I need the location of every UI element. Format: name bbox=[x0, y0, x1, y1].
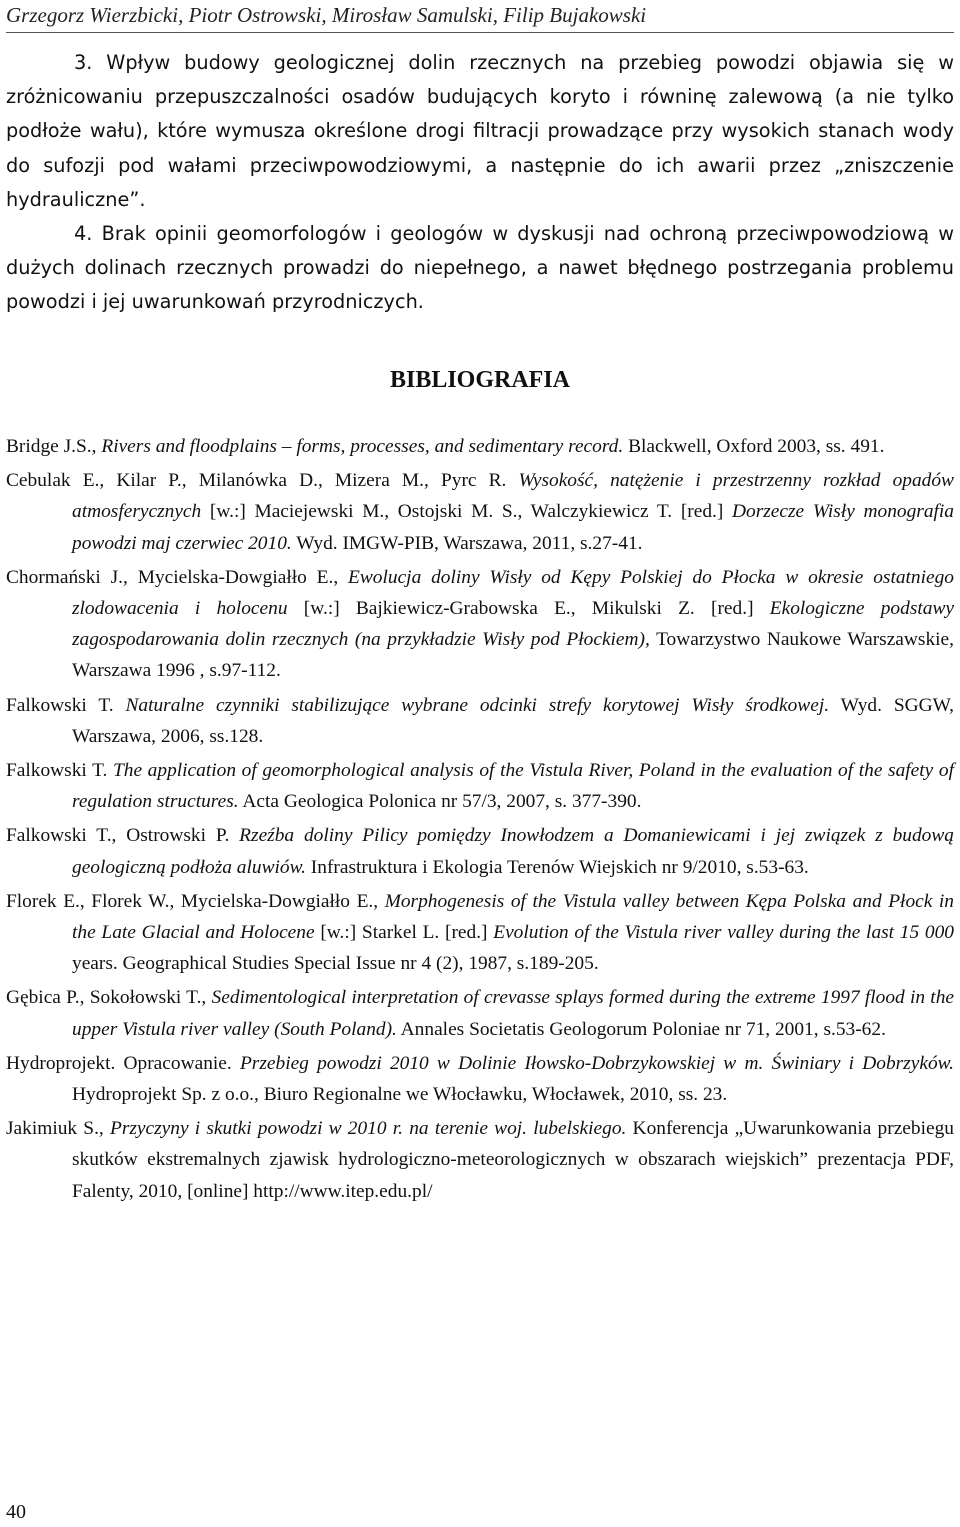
bibliography-heading: BIBLIOGRAFIA bbox=[389, 367, 571, 393]
header-rule bbox=[6, 32, 954, 33]
reference-item: Falkowski T., Ostrowski P. Rzeźba doliny Pilicy pomiędzy Inowłodzem a Domaniewicami i jej związek z budową geologiczną podłoża aluwiów. Infrastruktura i Ekologia Terenów Wiejskich nr 9/2010, s.53-63. bbox=[6, 825, 954, 878]
conclusion-paragraph-3: 3. Wpływ budowy geologicznej dolin rzecznych na przebieg powodzi objawia się w zróżnicowaniu przepuszczalności osadów budujących koryto i równinę zalewową (a nie tylko podłoże wału), które wymusza określone drogi filtracji prowadzące przy wysokich stanach wody do sufozji pod wałami przeciwpowodziowymi, a następnie do ich awarii przez „zniszczenie hydrauliczne”. bbox=[6, 51, 954, 211]
reference-item: Falkowski T. The application of geomorphological analysis of the Vistula River, Poland in the evaluation of the safety of regulation structures. Acta Geologica Polonica nr 57/3, 2007, s. 377-390. bbox=[6, 760, 954, 813]
reference-item: Bridge J.S., Rivers and floodplains – forms, processes, and sedimentary record. Blackwell, Oxford 2003, ss. 491. bbox=[6, 436, 885, 457]
reference-item: Chormański J., Mycielska-Dowgiałło E., Ewolucja doliny Wisły od Kępy Polskiej do Płocka w okresie ostatniego zlodowacenia i holocenu [w.:] Bajkiewicz-Grabowska E., Mikulski Z. [red.] Ekologiczne podstawy zagospodarowania dolin rzecznych (na przykładzie Wisły pod Płockiem), Towarzystwo Naukowe Warszawskie, Warszawa 1996 , s.97-112. bbox=[6, 566, 954, 682]
conclusion-paragraph-4: 4. Brak opinii geomorfologów i geologów w dyskusji nad ochroną przeciwpowodziową w dużych dolinach rzecznych prowadzi do niepełnego, a nawet błędnego postrzegania problemu powodzi i jej uwarunkowań przyrodniczych. bbox=[6, 222, 954, 314]
reference-item: Florek E., Florek W., Mycielska-Dowgiałło E., Morphogenesis of the Vistula valley between Kępa Polska and Płock in the Late Glacial and Holocene [w.:] Starkel L. [red.] Evolution of the Vistula river valley during the last 15 000 years. Geographical Studies Special Issue nr 4 (2), 1987, s.189-205. bbox=[6, 890, 955, 975]
reference-item: Jakimiuk S., Przyczyny i skutki powodzi w 2010 r. na terenie woj. lubelskiego. Konferencja „Uwarunkowania przebiegu skutków ekstremalnych zjawisk hydrologiczno-meteorologicznych w obszarach wiejskich” prezentacja PDF, Falenty, 2010, [online] http://www.itep.edu.pl/ bbox=[6, 1118, 954, 1202]
running-header-authors: Grzegorz Wierzbicki, Piotr Ostrowski, Mirosław Samulski, Filip Bujakowski bbox=[6, 3, 647, 27]
page-number: 40 bbox=[6, 1501, 26, 1523]
reference-item: Hydroprojekt. Opracowanie. Przebieg powodzi 2010 w Dolinie Iłowsko-Dobrzykowskiej w m. Świniary i Dobrzyków. Hydroprojekt Sp. z o.o., Biuro Regionalne we Włocławku, Włocławek, 2010, ss. 23. bbox=[6, 1052, 954, 1106]
reference-item: Gębica P., Sokołowski T., Sedimentological interpretation of crevasse splays formed during the extreme 1997 flood in the upper Vistula river valley (South Poland). Annales Societatis Geologorum Poloniae nr 71, 2001, s.53-62. bbox=[6, 987, 954, 1040]
reference-item: Cebulak E., Kilar P., Milanówka D., Mizera M., Pyrc R. Wysokość, natężenie i przestrzenny rozkład opadów atmosferycznych [w.:] Maciejewski M., Ostojski M. S., Walczykiewicz T. [red.] Dorzecze Wisły monografia powodzi maj czerwiec 2010. Wyd. IMGW-PIB, Warszawa, 2011, s.27-41. bbox=[6, 470, 954, 554]
bibliography-list bbox=[6, 431, 954, 1210]
conclusions-text bbox=[6, 46, 954, 320]
reference-item: Falkowski T. Naturalne czynniki stabilizujące wybrane odcinki strefy korytowej Wisły środkowej. Wyd. SGGW, Warszawa, 2006, ss.128. bbox=[6, 694, 954, 747]
